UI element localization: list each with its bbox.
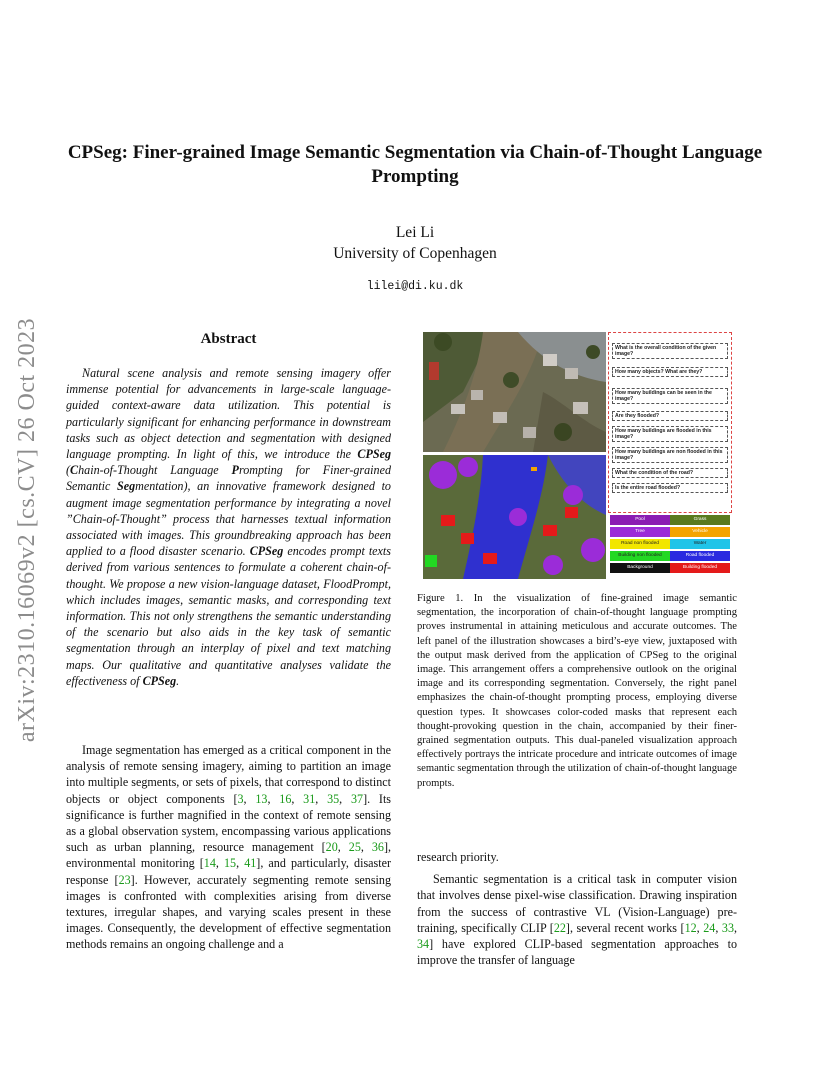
abstract-text: encodes prompt texts derived from various sentences to formulate a coherent chain-of-thought. We propose a new vision-language dataset, FloodPrompt, which includes images, semantic masks, and corresponding text information. This not only strengthens the semantic understanding of the scenario but also aids in the key task of semantic segmentation through an interplay of pixel and text matching maps. Our qualitative and quantitative analyses validate the effectiveness of: [66, 544, 391, 688]
citation-link[interactable]: 16: [279, 791, 292, 806]
abstract-text: .: [176, 673, 180, 688]
legend-item: Building non flooded: [610, 551, 670, 561]
color-legend: [610, 515, 730, 575]
cite-sep: ,: [243, 791, 256, 806]
cite-sep: ,: [215, 856, 224, 871]
cpseg-name: CPSeg: [357, 447, 391, 462]
abstract-text: (: [66, 463, 71, 478]
legend-item: Water: [670, 539, 730, 549]
citation-link[interactable]: 3: [237, 791, 244, 806]
aerial-photo: [423, 332, 606, 452]
intro-text: ], and particularly, disaster response [: [66, 856, 391, 887]
cite-sep: ,: [291, 791, 304, 806]
right-column-text: [417, 849, 737, 968]
cpseg-name: CPSeg: [142, 673, 177, 688]
cite-sep: ,: [315, 791, 328, 806]
legend-item: Vehicle: [670, 527, 730, 537]
cite-sep: ,: [267, 791, 280, 806]
author-email[interactable]: lilei@di.ku.dk: [366, 280, 464, 293]
cite-sep: ,: [696, 920, 704, 935]
citation-link[interactable]: 15: [224, 856, 237, 871]
continued-sentence: research priority.: [417, 850, 499, 864]
citation-link[interactable]: 36: [371, 840, 384, 855]
legend-item: Road flooded: [670, 551, 730, 561]
question-box: How many objects? What are they?: [612, 367, 728, 377]
intro-text: Image segmentation has emerged as a critical component in the analysis of remote sensing imagery, aiming to partition an image into multiple segments, or sets of pixels, that correspond to distinct objects or object components [: [66, 743, 391, 806]
author-name: Lei Li: [395, 224, 435, 241]
question-box: Is the entire road flooded?: [612, 483, 728, 493]
intro-text: ], environmental monitoring [: [66, 840, 392, 871]
figure-caption: Figure 1. In the visualization of fine-grained image semantic segmentation, the incorporation of chain-of-thought language prompting proves instrumental in attaining meticulous and accurate outcomes. The left panel of the illustration showcases a bird’s-eye view, juxtaposed with the output mask derived from the application of CPSeg to the original image. This arrangement offers a comprehensive outlook on the original image and its corresponding segmentation. Conversely, the right panel emphasizes the chain-of-thought prompting process, employing diverse question types. It showcases color-coded masks that represent each thought-provoking question in the chain, accompanied by their finer-grained segmentation outputs. This dual-paneled visualization approach effectively portrays the intricate procedure and intricate outcomes of image semantic segmentation through the utilization of chain-of-thought language prompts.: [417, 593, 737, 789]
question-box: What the condition of the road?: [612, 468, 728, 478]
legend-item: Background: [610, 563, 670, 573]
citation-link[interactable]: 23: [118, 872, 131, 887]
paper-title: CPSeg: Finer-grained Image Semantic Segmentation via Chain-of-Thought Language Prompting: [67, 142, 763, 187]
abstract-text: hain-of-Thought Language: [78, 463, 232, 478]
cite-sep: ,: [337, 840, 349, 855]
affiliation: University of Copenhagen: [333, 245, 497, 262]
abstract-heading: Abstract: [200, 331, 257, 347]
legend-item: Road non flooded: [610, 539, 670, 549]
cite-sep: ,: [236, 856, 245, 871]
citation-link[interactable]: 14: [203, 856, 216, 871]
figure-1: [423, 332, 733, 579]
legend-item: Building flooded: [670, 563, 730, 573]
arxiv-stamp: arXiv:2310.16069v2 [cs.CV] 26 Oct 2023: [14, 317, 40, 743]
body-text: Semantic segmentation is a critical task in computer vision that involves dense pixel-wise classification. Drawing inspiration from the success of contrastive VL (Vision-Language) pre-training, specifically CLIP [: [417, 872, 737, 935]
citation-link[interactable]: 20: [325, 840, 338, 855]
cpseg-name: CPSeg: [249, 544, 284, 559]
author-block: [60, 222, 770, 264]
question-box: How many buildings can be seen in the image?: [612, 388, 728, 404]
intro-paragraph: [66, 742, 391, 953]
citation-link[interactable]: 41: [244, 856, 257, 871]
legend-item: Pool: [610, 515, 670, 525]
intro-text: ]. However, accurately segmenting remote sensing images is confronted with complexities arising from diverse textures, irregular shapes, and varying scales present in these images. Consequently, the development of effective segmentation methods remains an ongoing challenge and a: [66, 872, 391, 952]
citation-link[interactable]: 33: [721, 920, 734, 935]
citation-link[interactable]: 31: [303, 791, 316, 806]
cite-sep: ,: [734, 920, 738, 935]
abstract-text: mentation), an innovative framework designed to augment image segmentation performance by integrating a novel ”Chain-of-Thought” process that harnesses textual information associated with images. This groundbreaking approach has been applied to a flood disaster scenario.: [66, 479, 391, 559]
citation-link[interactable]: 25: [348, 840, 361, 855]
aerial-photo-art: [423, 332, 606, 452]
acronym-letter: Seg: [116, 479, 136, 494]
cite-sep: ,: [339, 791, 351, 806]
body-text: ] have explored CLIP-based segmentation approaches to improve the transfer of language: [417, 937, 737, 968]
legend-item: Grass: [670, 515, 730, 525]
question-box: Are they flooded?: [612, 411, 728, 421]
citation-link[interactable]: 34: [417, 937, 430, 952]
abstract-text: rompting for Finer-grained Semantic: [66, 463, 391, 494]
citation-link[interactable]: 12: [684, 920, 697, 935]
chain-of-thought-panel: [608, 332, 732, 513]
intro-text: ]. Its significance is further magnified in the context of remote sensing as a global observation system, encompassing various applications such as urban planning, resource management [: [66, 791, 392, 855]
citation-link[interactable]: 37: [350, 791, 364, 806]
citation-link[interactable]: 35: [327, 791, 340, 806]
citation-link[interactable]: 13: [255, 791, 268, 806]
cite-sep: ,: [360, 840, 372, 855]
abstract-body: [66, 365, 391, 689]
question-box: How many buildings are flooded in this image?: [612, 426, 728, 442]
question-box: How many buildings are non flooded in this image?: [612, 447, 728, 463]
body-text: ], several recent works [: [565, 920, 685, 935]
segmentation-mask: [423, 455, 606, 579]
cite-sep: ,: [715, 920, 722, 935]
abstract-text: Natural scene analysis and remote sensing imagery offer immense potential for advancements in large-scale language-guided context-aware data utilization. This potential is particularly significant for enhancing performance in downstream tasks such as object detection and segmentation with designed language prompting. In light of this, we introduce the: [66, 366, 391, 462]
legend-item: Tree: [610, 527, 670, 537]
acronym-letter: C: [70, 463, 79, 478]
acronym-letter: P: [231, 463, 239, 478]
paragraph: [417, 871, 737, 968]
segmentation-mask-art: [423, 455, 606, 579]
citation-link[interactable]: 24: [703, 920, 716, 935]
citation-link[interactable]: 22: [553, 920, 566, 935]
question-box: What is the overall condition of the given image?: [612, 343, 728, 359]
